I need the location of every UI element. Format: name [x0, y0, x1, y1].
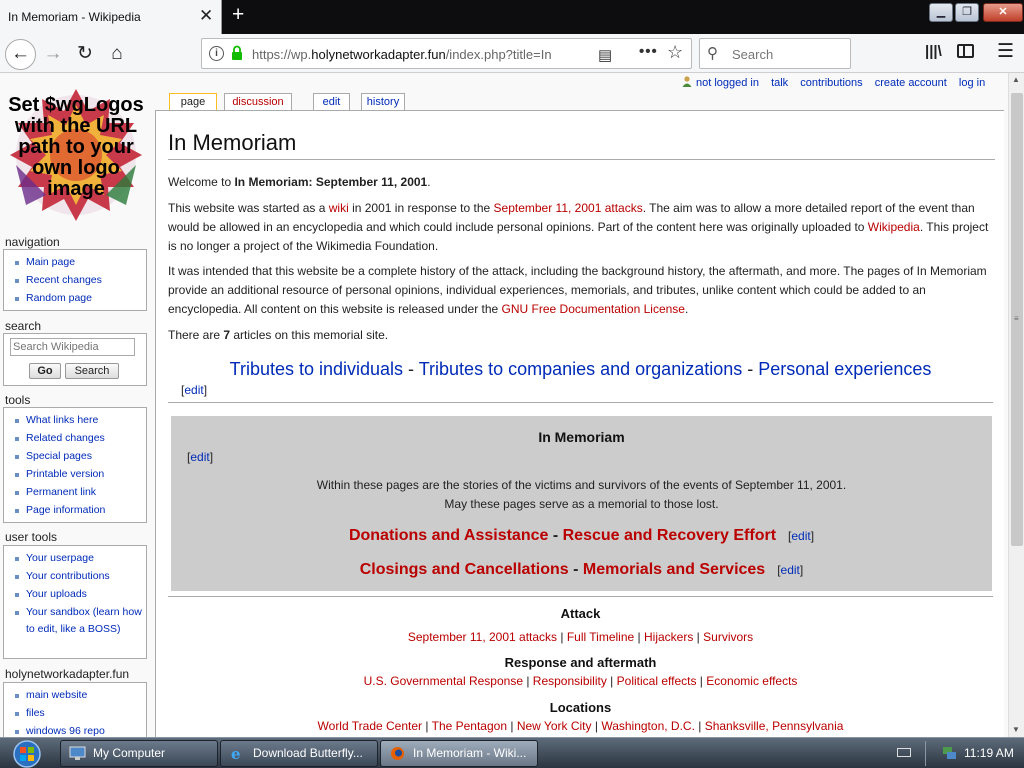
list-item[interactable]: Shanksville, Pennsylvania	[704, 719, 844, 733]
memorial-box-text: Within these pages are the stories of the victims and survivors of the events of September 11, 2001. May these pages serve as a memorial to those lost.	[316, 478, 847, 511]
reader-view-icon[interactable]: ▤	[598, 47, 613, 64]
locations-links: World Trade Center | The Pentagon | New York City | Washington, D.C. | Shanksville, Pennsylvania	[317, 719, 844, 733]
september-attacks-link[interactable]: September 11, 2001 attacks	[493, 201, 643, 215]
bookmark-star-icon[interactable]: ☆	[667, 42, 684, 62]
browser-tab-active[interactable]	[0, 0, 222, 34]
sidebar-toggle-icon[interactable]	[957, 44, 974, 58]
not-logged-in-text: not logged in	[696, 77, 759, 89]
sidebar-item-page-information[interactable]: Page information	[12, 501, 146, 519]
welcome-bold-title: In Memoriam: September 11, 2001	[234, 175, 428, 189]
edit-link[interactable]: edit	[791, 529, 811, 543]
firefox-icon	[389, 746, 406, 761]
wiki-link[interactable]: wiki	[328, 201, 349, 215]
list-item[interactable]: The Pentagon	[431, 719, 508, 733]
computer-icon	[69, 746, 86, 761]
navigation-toolbar	[0, 34, 1024, 73]
scroll-up-arrow-icon[interactable]: ▲	[1012, 75, 1020, 84]
list-item[interactable]: Full Timeline	[566, 630, 635, 644]
site-links-heading: holynetworkadapter.fun	[5, 667, 130, 681]
internet-explorer-icon	[229, 746, 246, 761]
search-icon: ⚲	[707, 45, 718, 62]
tools-portlet	[3, 407, 147, 523]
taskbar-clock[interactable]: 11:19 AM	[964, 746, 1014, 760]
search-placeholder: Search	[732, 47, 774, 62]
tributes-links: Tributes to individuals - Tributes to companies and organizations - Personal experiences	[229, 359, 932, 379]
section-heading-locations: Locations	[549, 700, 612, 715]
sidebar-item-your-userpage[interactable]: Your userpage	[12, 549, 146, 567]
list-item[interactable]: World Trade Center	[317, 719, 423, 733]
sidebar-item-main-website[interactable]: main website	[12, 686, 146, 704]
main-content	[155, 110, 1004, 737]
donations-link[interactable]: Donations and Assistance	[348, 527, 549, 544]
intro-paragraph: This website was started as a wiki in 2001 in response to the September 11, 2001 attacks. The aim was to allow a more detailed report of the event than would be allowed in an encyclopedia and which could include personal opinions. Part of the content here was originally uploaded to Wikipedia. This project is no longer a project of the Wikimedia Foundation.	[168, 201, 989, 253]
sidebar-item-your-uploads[interactable]: Your uploads	[12, 585, 146, 603]
tab-edit[interactable]: edit	[313, 93, 350, 111]
wiki-search-input[interactable]	[10, 338, 135, 356]
library-icon[interactable]: |||\	[925, 43, 942, 60]
network-icon[interactable]	[941, 743, 957, 761]
maximize-window-button[interactable]: ❐	[955, 3, 979, 22]
close-tab-icon[interactable]: ✕	[199, 6, 214, 25]
windows-taskbar	[0, 737, 1024, 768]
log-in-link[interactable]: log in	[958, 77, 986, 89]
search-button[interactable]: Search	[65, 363, 119, 379]
personal-experiences-link[interactable]: Personal experiences	[758, 359, 932, 379]
sidebar-item-special-pages[interactable]: Special pages	[12, 447, 146, 465]
memorial-links-row-2: Closings and Cancellations - Memorials and Services [edit]	[359, 561, 804, 578]
divider	[168, 596, 993, 597]
article-count-paragraph: There are 7 articles on this memorial site.	[168, 328, 389, 342]
sidebar-item-files[interactable]: files	[12, 704, 146, 722]
tab-title: In Memoriam - Wikipedia	[8, 10, 141, 24]
create-account-link[interactable]: create account	[874, 77, 947, 89]
user-tools-portlet	[3, 545, 147, 659]
forward-button[interactable]: →	[43, 43, 63, 64]
memorial-links-row-1: Donations and Assistance - Rescue and Recovery Effort [edit]	[348, 527, 815, 544]
taskbar-item-my-computer[interactable]: My Computer	[60, 740, 218, 767]
rescue-recovery-link[interactable]: Rescue and Recovery Effort	[562, 527, 777, 544]
gnu-fdl-link[interactable]: GNU Free Documentation License	[501, 302, 685, 316]
site-info-icon[interactable]: i	[209, 46, 224, 61]
sidebar-item-permanent-link[interactable]: Permanent link	[12, 483, 146, 501]
page-title: In Memoriam	[168, 130, 995, 160]
search-portlet	[3, 333, 147, 386]
talk-link[interactable]: talk	[771, 77, 789, 89]
list-item[interactable]: September 11, 2001 attacks	[407, 630, 558, 644]
list-item[interactable]: Political effects	[616, 674, 697, 688]
welcome-paragraph: Welcome to In Memoriam: September 11, 2001.	[168, 175, 431, 189]
page-actions-icon[interactable]: •••	[639, 43, 658, 60]
edit-link[interactable]: edit	[780, 563, 800, 577]
sidebar-item-what-links-here[interactable]: What links here	[12, 411, 146, 429]
sidebar-item-main-page[interactable]: Main page	[12, 253, 146, 271]
page-viewport	[0, 73, 1008, 737]
sidebar-item-windows-96-repo[interactable]: windows 96 repo	[12, 722, 146, 737]
list-item[interactable]: U.S. Governmental Response	[363, 674, 523, 688]
scroll-down-arrow-icon[interactable]: ▼	[1012, 725, 1020, 734]
closings-link[interactable]: Closings and Cancellations	[359, 561, 569, 578]
memorials-services-link[interactable]: Memorials and Services	[582, 561, 766, 578]
attack-links: September 11, 2001 attacks | Full Timeline | Hijackers | Survivors	[407, 630, 754, 644]
new-tab-icon[interactable]: +	[232, 3, 245, 26]
taskbar-item-in-memoriam[interactable]: In Memoriam - Wiki...	[380, 740, 538, 767]
list-item[interactable]: Responsibility	[532, 674, 607, 688]
section-heading-response: Response and aftermath	[504, 655, 657, 670]
user-icon	[682, 76, 692, 87]
keyboard-icon[interactable]	[897, 748, 911, 757]
start-orb-icon[interactable]	[5, 739, 45, 768]
site-links-portlet	[3, 682, 147, 737]
vertical-scrollbar[interactable]	[1008, 73, 1024, 737]
scrollbar-thumb[interactable]	[1011, 93, 1023, 546]
personal-tools	[682, 76, 994, 89]
list-item[interactable]: Hijackers	[644, 630, 694, 644]
memorial-box	[171, 416, 992, 591]
hamburger-menu-icon[interactable]: ☰	[997, 41, 1015, 62]
browser-search-field[interactable]	[699, 38, 851, 69]
edit-section-link: [edit]	[187, 450, 214, 464]
search-heading: search	[5, 319, 42, 333]
section-heading-attack: Attack	[560, 606, 601, 621]
sidebar-item-related-changes[interactable]: Related changes	[12, 429, 146, 447]
tributes-companies-link[interactable]: Tributes to companies and organizations	[418, 359, 743, 379]
minimize-window-button[interactable]: ▁	[929, 3, 953, 22]
tributes-individuals-link[interactable]: Tributes to individuals	[229, 359, 404, 379]
back-button[interactable]: ←	[5, 39, 36, 70]
purpose-paragraph: It was intended that this website be a complete history of the attack, including the background history, the aftermath, and more. The pages of In Memoriam provide an additional resource of personal opinions, individual experiences, memorials, and tributes, unlike content which could be added to an encyclopedia. All content on this website is released under the GNU Free Documentation License.	[168, 264, 987, 316]
site-logo[interactable]	[2, 81, 150, 223]
user-tools-heading: user tools	[5, 530, 58, 544]
navigation-heading: navigation	[5, 235, 60, 249]
address-bar[interactable]	[201, 38, 692, 69]
navigation-portlet	[3, 249, 147, 311]
tools-heading: tools	[5, 393, 31, 407]
url-text[interactable]: https://wp.holynetworkadapter.fun/index.php?title=In	[252, 47, 552, 62]
tab-history[interactable]: history	[361, 93, 405, 111]
wikipedia-link[interactable]: Wikipedia	[867, 220, 920, 234]
response-links: U.S. Governmental Response | Responsibility | Political effects | Economic effects	[363, 674, 798, 688]
divider	[168, 402, 993, 403]
tab-strip	[0, 0, 1024, 34]
contributions-link[interactable]: contributions	[800, 77, 863, 89]
sidebar-item-printable-version[interactable]: Printable version	[12, 465, 146, 483]
tab-discussion[interactable]: discussion	[224, 93, 292, 111]
go-button[interactable]: Go	[29, 363, 61, 379]
lock-icon	[231, 45, 243, 61]
sidebar-item-random-page[interactable]: Random page	[12, 289, 146, 307]
reload-button[interactable]: ↻	[77, 43, 93, 64]
list-item[interactable]: Survivors	[703, 630, 754, 644]
memorial-box-title: In Memoriam	[538, 429, 625, 445]
tab-page[interactable]: page	[169, 93, 217, 113]
list-item[interactable]: New York City	[516, 719, 592, 733]
sidebar-item-your-contributions[interactable]: Your contributions	[12, 567, 146, 585]
edit-link[interactable]: edit	[190, 450, 210, 464]
edit-section-link: [edit]	[181, 383, 208, 397]
article-count: 7	[223, 328, 231, 342]
taskbar-item-ie-download[interactable]: e Download Butterfly...	[220, 740, 378, 767]
scroll-grip-icon: ≡	[1014, 314, 1019, 323]
home-button[interactable]: ⌂	[111, 43, 123, 64]
sidebar-item-recent-changes[interactable]: Recent changes	[12, 271, 146, 289]
list-item[interactable]: Washington, D.C.	[601, 719, 695, 733]
edit-link[interactable]: edit	[184, 383, 204, 397]
sidebar-item-your-sandbox[interactable]: Your sandbox (learn how to edit, like a BOSS)	[12, 603, 146, 638]
logo-text: Set $wgLogos with the URL path to your own logo image	[8, 94, 144, 200]
close-window-button[interactable]: ✕	[983, 3, 1023, 22]
tray-divider	[925, 741, 926, 766]
svg-text:e: e	[231, 746, 241, 761]
list-item[interactable]: Economic effects	[706, 674, 798, 688]
